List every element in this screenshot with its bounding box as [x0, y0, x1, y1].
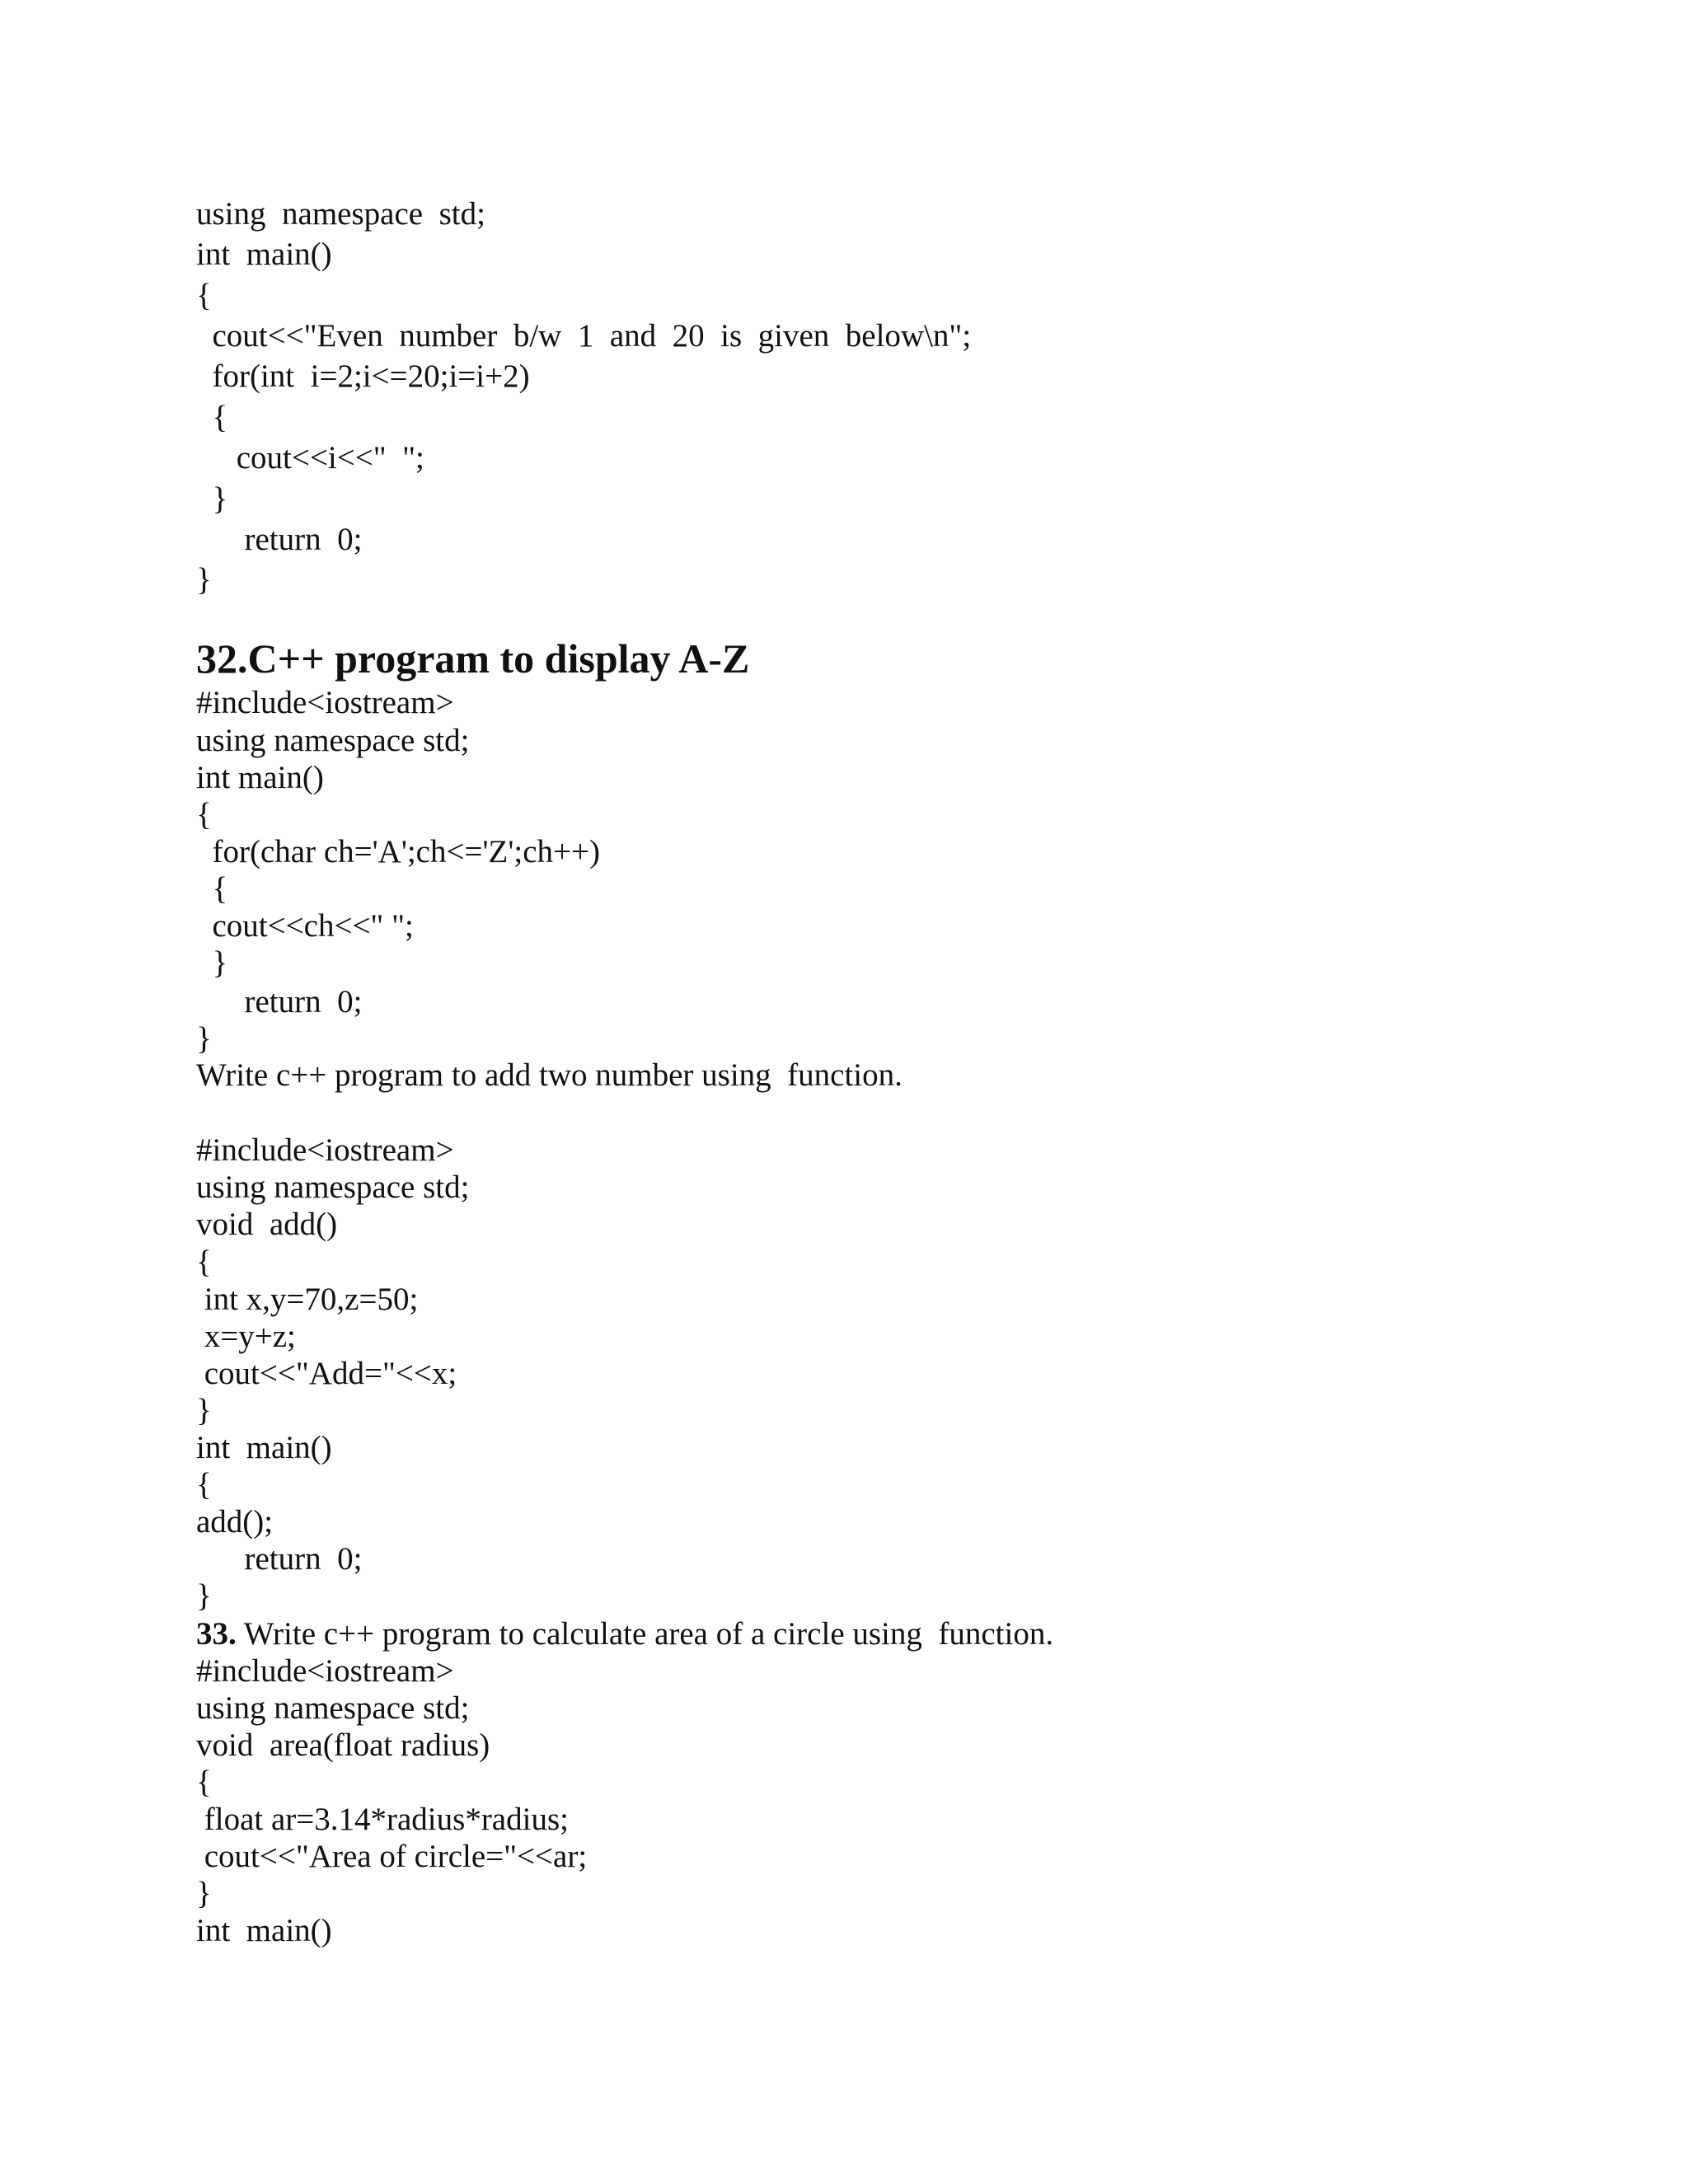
code-line: cout<<"Area of circle="<<ar;	[196, 1839, 588, 1874]
code-line: {	[196, 400, 228, 435]
code-line: {	[196, 797, 212, 832]
code-line: return 0;	[196, 1541, 363, 1577]
task-33	[196, 1615, 1053, 1653]
code-line: #include<iostream>	[196, 1653, 454, 1689]
code-line: }	[196, 1021, 212, 1057]
code-line: }	[196, 481, 228, 517]
code-line: add();	[196, 1504, 274, 1540]
code-line: using namespace std;	[196, 1690, 470, 1726]
code-line: using namespace std;	[196, 196, 485, 232]
code-line: {	[196, 278, 212, 313]
code-line: }	[196, 1578, 212, 1614]
code-line: {	[196, 1765, 212, 1800]
code-line: using namespace std;	[196, 1169, 470, 1205]
code-line: {	[196, 871, 228, 907]
code-line: return 0;	[196, 522, 363, 557]
code-line: for(int i=2;i<=20;i=i+2)	[196, 359, 530, 394]
code-line: int main()	[196, 760, 324, 795]
code-line: for(char ch='A';ch<='Z';ch++)	[196, 834, 600, 869]
code-line: int x,y=70,z=50;	[196, 1282, 419, 1317]
section-heading: 32.C++ program to display A-Z	[196, 635, 750, 682]
code-line: x=y+z;	[196, 1319, 296, 1354]
code-line: }	[196, 1393, 212, 1428]
code-line: #include<iostream>	[196, 1132, 454, 1168]
task-text: Write c++ program to calculate area of a circle using function.	[236, 1616, 1054, 1652]
code-line: using namespace std;	[196, 723, 470, 758]
code-line: cout<<"Add="<<x;	[196, 1356, 457, 1391]
task-text: Write c++ program to add two number using function.	[196, 1057, 903, 1093]
code-line: cout<<"Even number b/w 1 and 20 is given below\n";	[196, 318, 972, 354]
code-line: void add()	[196, 1207, 338, 1242]
code-line: }	[196, 1876, 212, 1911]
code-line: {	[196, 1244, 212, 1280]
code-line: float ar=3.14*radius*radius;	[196, 1802, 569, 1837]
code-line: {	[196, 1467, 212, 1502]
code-line: }	[196, 562, 212, 598]
code-line: return 0;	[196, 984, 363, 1019]
code-line: }	[196, 945, 228, 981]
code-line: #include<iostream>	[196, 685, 454, 720]
code-line: cout<<i<<" ";	[196, 440, 424, 476]
code-line: int main()	[196, 237, 332, 272]
code-line: cout<<ch<<" ";	[196, 908, 414, 944]
code-line: int main()	[196, 1430, 332, 1465]
code-line: int main()	[196, 1913, 332, 1948]
code-line: void area(float radius)	[196, 1727, 490, 1763]
task-number: 33.	[196, 1616, 237, 1652]
